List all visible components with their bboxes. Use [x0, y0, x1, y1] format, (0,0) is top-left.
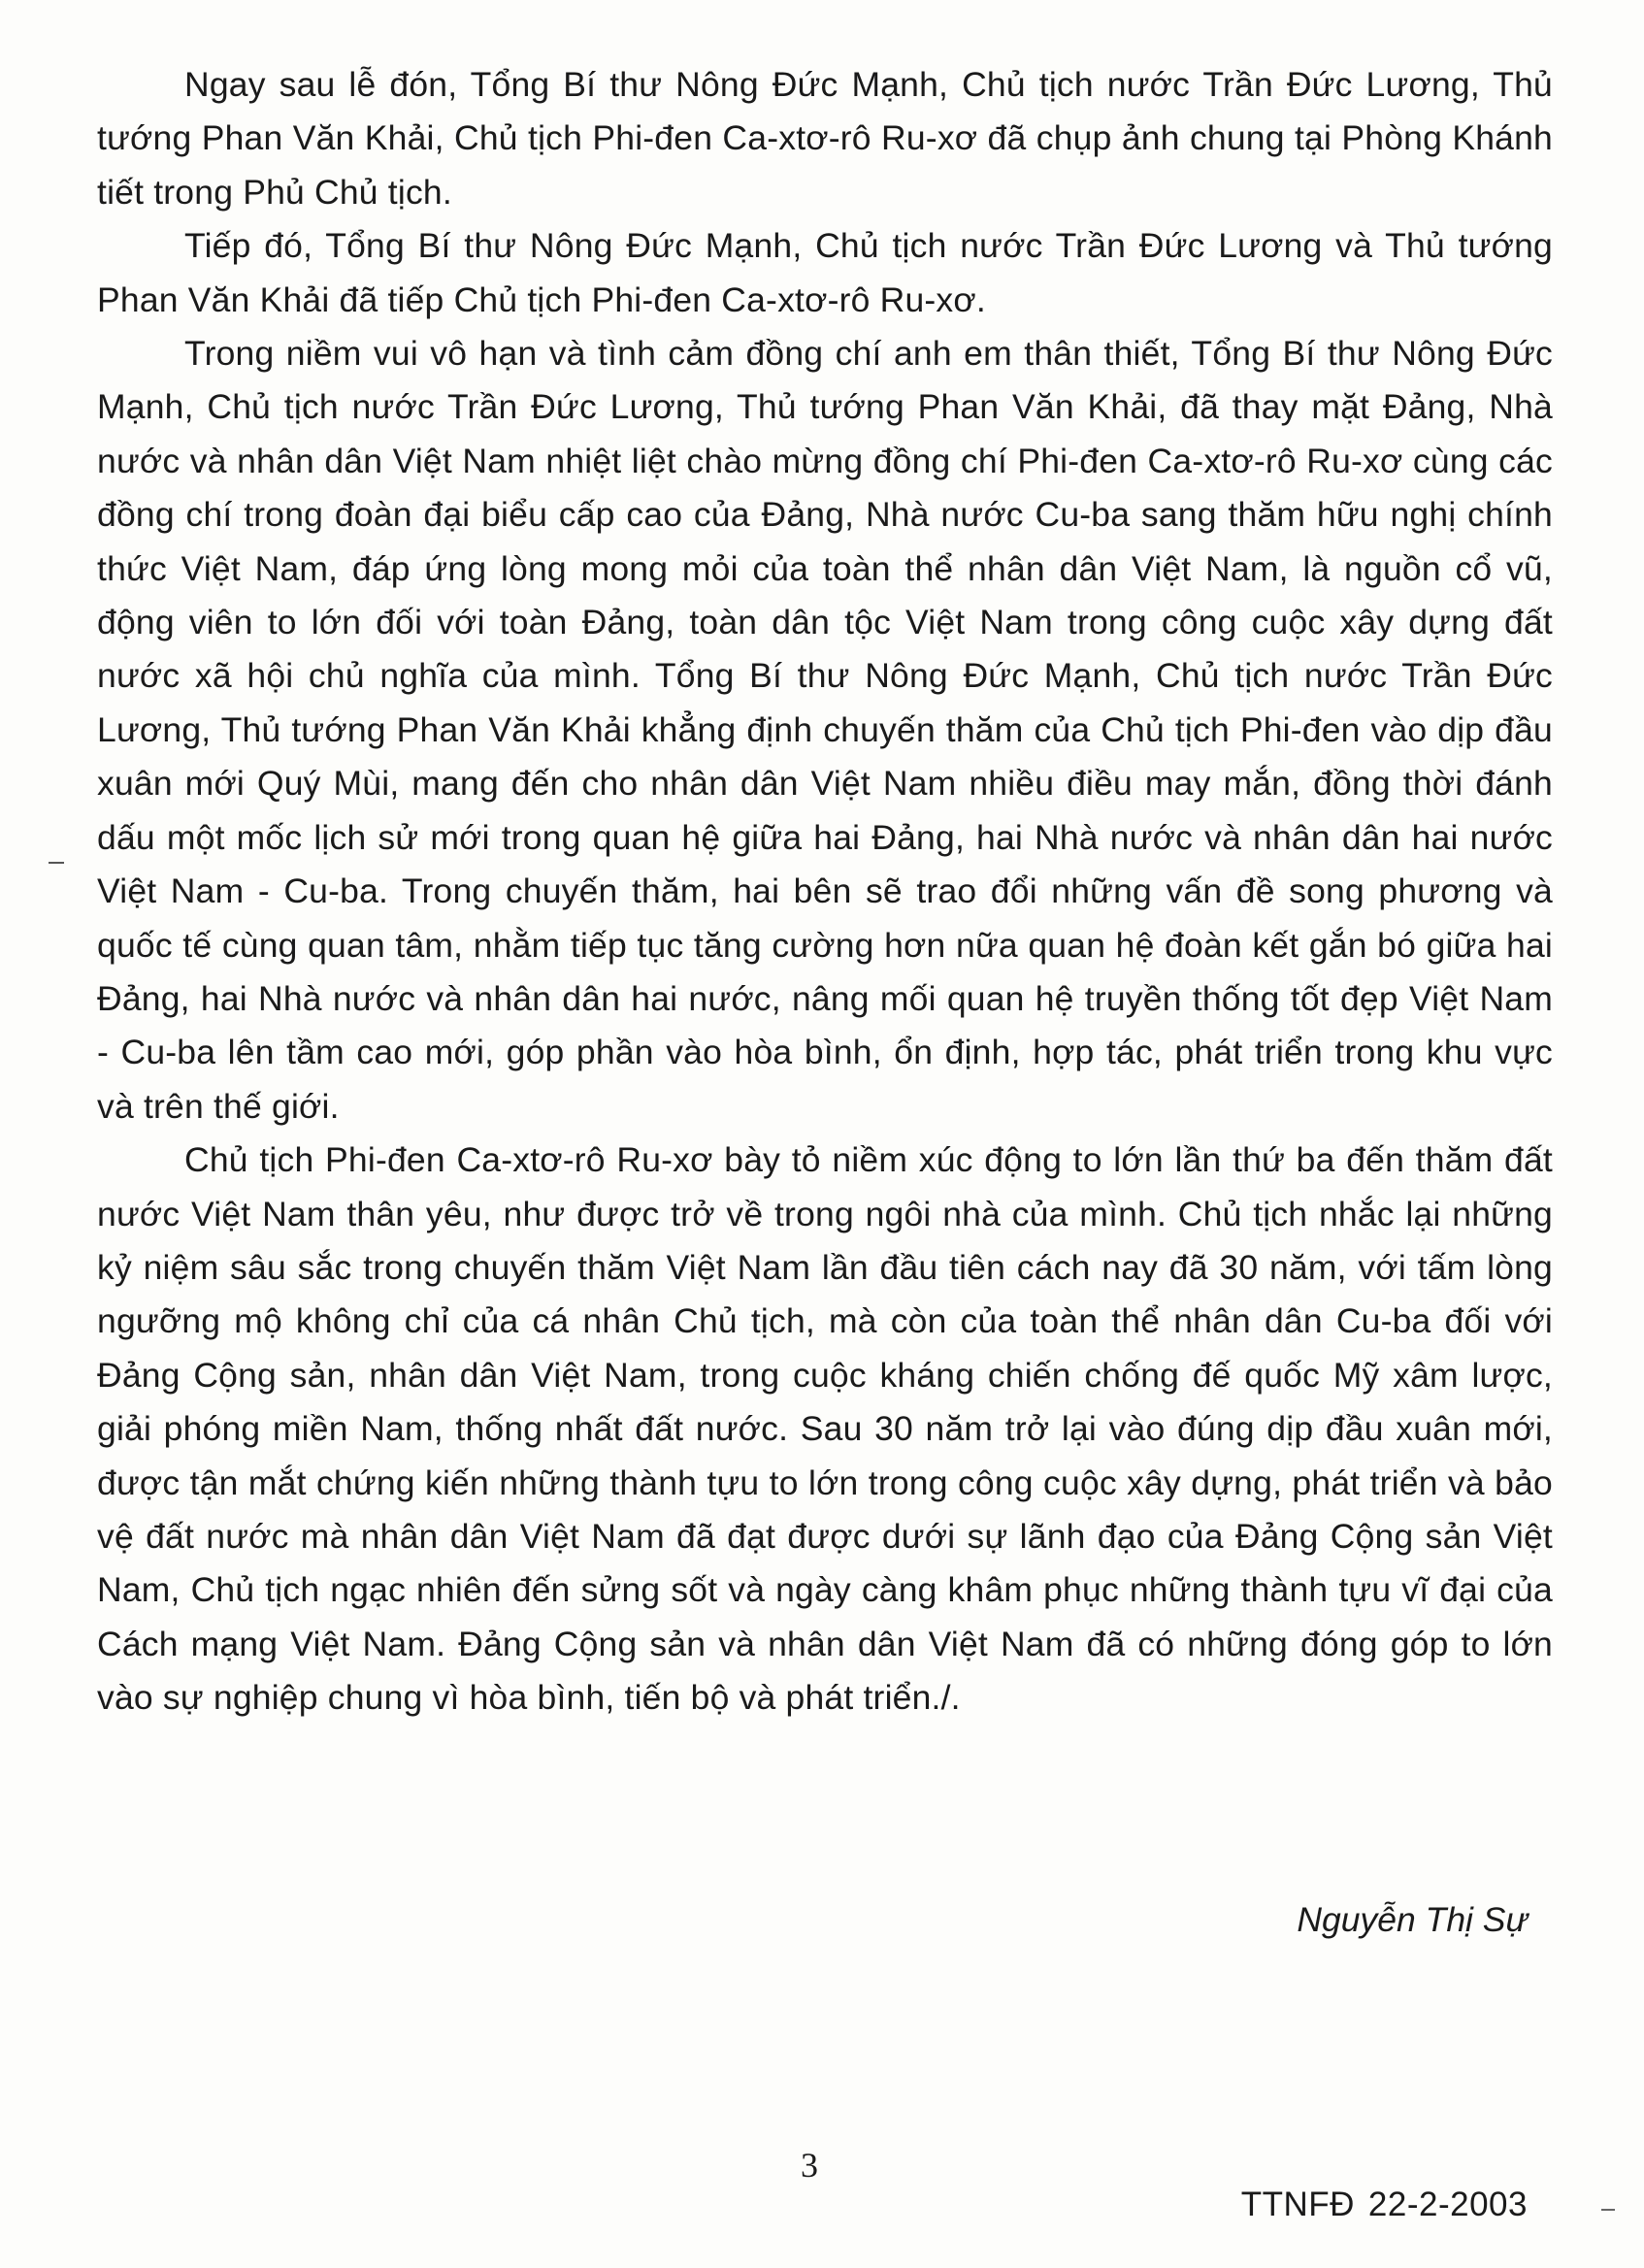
scan-margin-mark — [49, 862, 64, 864]
author-signature: Nguyễn Thị Sự — [1297, 1900, 1528, 1939]
paragraph-welcome: Trong niềm vui vô hạn và tình cảm đồng chí anh em thân thiết, Tổng Bí thư Nông Đức Mạnh, Chủ tịch nước Trần Đức Lương, Thủ tướng Phan Văn Khải, đã thay mặt Đảng, Nhà nước và nhân dân Việt Nam nhiệt liệt chào mừng đồng chí Phi-đen Ca-xtơ-rô Ru-xơ cùng các đồng chí trong đoàn đại biểu cấp cao của Đảng, Nhà nước Cu-ba sang thăm hữu nghị chính thức Việt Nam, đáp ứng lòng mong mỏi của toàn thể nhân dân Việt Nam, là nguồn cổ vũ, động viên to lớn đối với toàn Đảng, toàn dân tộc Việt Nam trong công cuộc xây dựng đất nước xã hội chủ nghĩa của mình. Tổng Bí thư Nông Đức Mạnh, Chủ tịch nước Trần Đức Lương, Thủ tướng Phan Văn Khải khẳng định chuyến thăm của Chủ tịch Phi-đen vào dịp đầu xuân mới Quý Mùi, mang đến cho nhân dân Việt Nam nhiều điều may mắn, đồng thời đánh dấu một mốc lịch sử mới trong quan hệ giữa hai Đảng, hai Nhà nước và nhân dân hai nước Việt Nam - Cu-ba. Trong chuyến thăm, hai bên sẽ trao đổi những vấn đề song phương và quốc tế cùng quan tâm, nhằm tiếp tục tăng cường hơn nữa quan hệ đoàn kết gắn bó giữa hai Đảng, hai Nhà nước và nhân dân hai nước, nâng mối quan hệ truyền thống tốt đẹp Việt Nam - Cu-ba lên tầm cao mới, góp phần vào hòa bình, ổn định, hợp tác, phát triển trong khu vực và trên thế giới. — [97, 334, 1553, 1126]
paragraph-reception: Tiếp đó, Tổng Bí thư Nông Đức Mạnh, Chủ tịch nước Trần Đức Lương và Thủ tướng Phan Văn Khải đã tiếp Chủ tịch Phi-đen Ca-xtơ-rô Ru-xơ. — [97, 226, 1553, 319]
scan-margin-mark-right — [1601, 2209, 1615, 2211]
document-date: 22-2-2003 — [1367, 2186, 1528, 2223]
article-body — [97, 58, 1553, 1726]
source-code: TTNFĐ — [1240, 2186, 1355, 2223]
paragraph-photo-session: Ngay sau lễ đón, Tổng Bí thư Nông Đức Mạnh, Chủ tịch nước Trần Đức Lương, Thủ tướng Phan Văn Khải, Chủ tịch Phi-đen Ca-xtơ-rô Ru-xơ đã chụp ảnh chung tại Phòng Khánh tiết trong Phủ Chủ tịch. — [97, 65, 1553, 212]
paragraph-castro-remarks: Chủ tịch Phi-đen Ca-xtơ-rô Ru-xơ bày tỏ niềm xúc động to lớn lần thứ ba đến thăm đất nước Việt Nam thân yêu, như được trở về trong ngôi nhà của mình. Chủ tịch nhắc lại những kỷ niệm sâu sắc trong chuyến thăm Việt Nam lần đầu tiên cách nay đã 30 năm, với tấm lòng ngưỡng mộ không chỉ của cá nhân Chủ tịch, mà còn của toàn thể nhân dân Cu-ba đối với Đảng Cộng sản, nhân dân Việt Nam, trong cuộc kháng chiến chống đế quốc Mỹ xâm lược, giải phóng miền Nam, thống nhất đất nước. Sau 30 năm trở lại vào đúng dịp đầu xuân mới, được tận mắt chứng kiến những thành tựu to lớn trong công cuộc xây dựng, phát triển và bảo vệ đất nước mà nhân dân Việt Nam đã đạt được dưới sự lãnh đạo của Đảng Cộng sản Việt Nam, Chủ tịch ngạc nhiên đến sửng sốt và ngày càng khâm phục những thành tựu vĩ đại của Cách mạng Việt Nam. Đảng Cộng sản và nhân dân Việt Nam đã có những đóng góp to lớn vào sự nghiệp chung vì hòa bình, tiến bộ và phát triển./. — [97, 1140, 1553, 1718]
page-number: 3 — [801, 2146, 818, 2185]
document-reference — [1241, 2186, 1528, 2224]
